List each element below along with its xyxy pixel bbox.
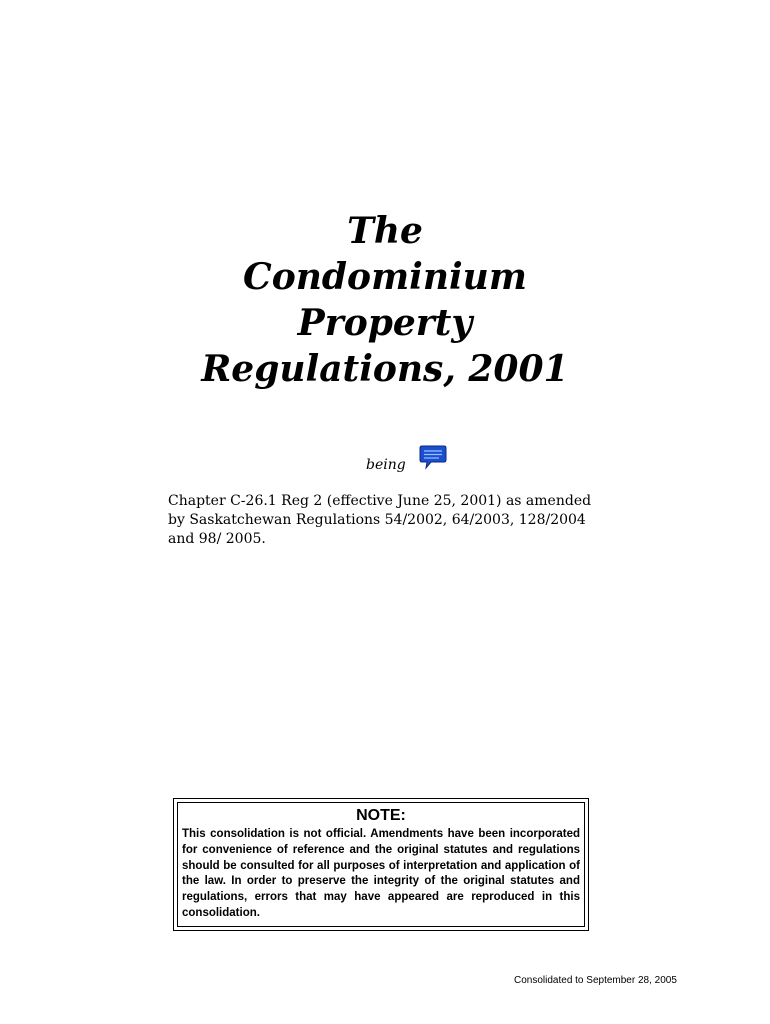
comment-icon[interactable] xyxy=(419,445,447,471)
title-line-1: The xyxy=(347,210,423,252)
note-title: NOTE: xyxy=(356,807,406,824)
being-label: being xyxy=(366,457,406,473)
being-row xyxy=(0,445,770,475)
note-body: This consolidation is not official. Amendments have been incorporated for convenience of reference and the original statutes and regulations should be consulted for all purposes of interpretation and application of the law. In order to preserve the integrity of the original statutes and regulations, errors that may have appeared are reproduced in this consolidation. xyxy=(182,828,580,919)
chapter-description: Chapter C-26.1 Reg 2 (effective June 25, 2001) as amended by Saskatchewan Regulations 54/2002, 64/2003, 128/2004 and 98/ 2005. xyxy=(168,493,592,547)
note-box xyxy=(173,798,589,931)
document-title xyxy=(0,208,770,392)
title-line-2: Condominium xyxy=(243,256,527,298)
title-line-4: Regulations, 2001 xyxy=(201,348,569,390)
title-line-3: Property xyxy=(297,302,473,344)
consolidation-date: Consolidated to September 28, 2005 xyxy=(514,975,677,986)
